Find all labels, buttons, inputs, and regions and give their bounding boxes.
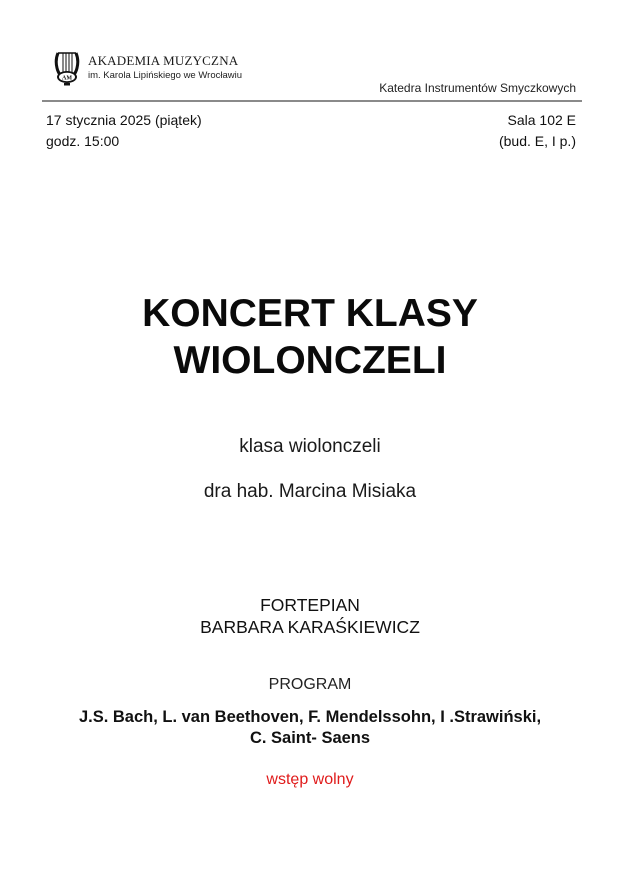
piano-block [0, 594, 620, 638]
lyre-icon [54, 50, 80, 86]
class-label: klasa wiolonczeli [239, 436, 381, 457]
teacher-name: dra hab. Marcina Misiaka [203, 481, 417, 502]
concert-title [0, 290, 620, 384]
composers-list [0, 707, 620, 749]
pianist-name: BARBARA KARAŚKIEWICZ [200, 617, 420, 637]
department-name: Katedra Instrumentów Smyczkowych [379, 81, 576, 95]
composers-line-1: J.S. Bach, L. van Beethoven, F. Mendelssohn, I .Strawiński, [78, 708, 542, 726]
event-time: godz. 15:00 [46, 133, 120, 149]
header-divider [42, 100, 582, 102]
institution-name: AKADEMIA MUZYCZNA [88, 53, 239, 68]
event-room: Sala 102 E [507, 112, 576, 128]
event-building: (bud. E, I p.) [498, 133, 576, 149]
date-time-block [46, 110, 202, 152]
admission-note: wstęp wolny [266, 771, 354, 788]
composers-line-2: C. Saint- Saens [249, 729, 371, 747]
event-date: 17 stycznia 2025 (piątek) [46, 112, 202, 128]
location-block [499, 110, 576, 152]
title-line-1: KONCERT KLASY [142, 292, 478, 335]
program-label: PROGRAM [268, 676, 352, 693]
institution-subtitle: im. Karola Lipińskiego we Wrocławiu [88, 70, 242, 81]
svg-text:AM: AM [62, 75, 72, 82]
title-line-2: WIOLONCZELI [173, 339, 447, 382]
piano-label: FORTEPIAN [260, 595, 360, 615]
